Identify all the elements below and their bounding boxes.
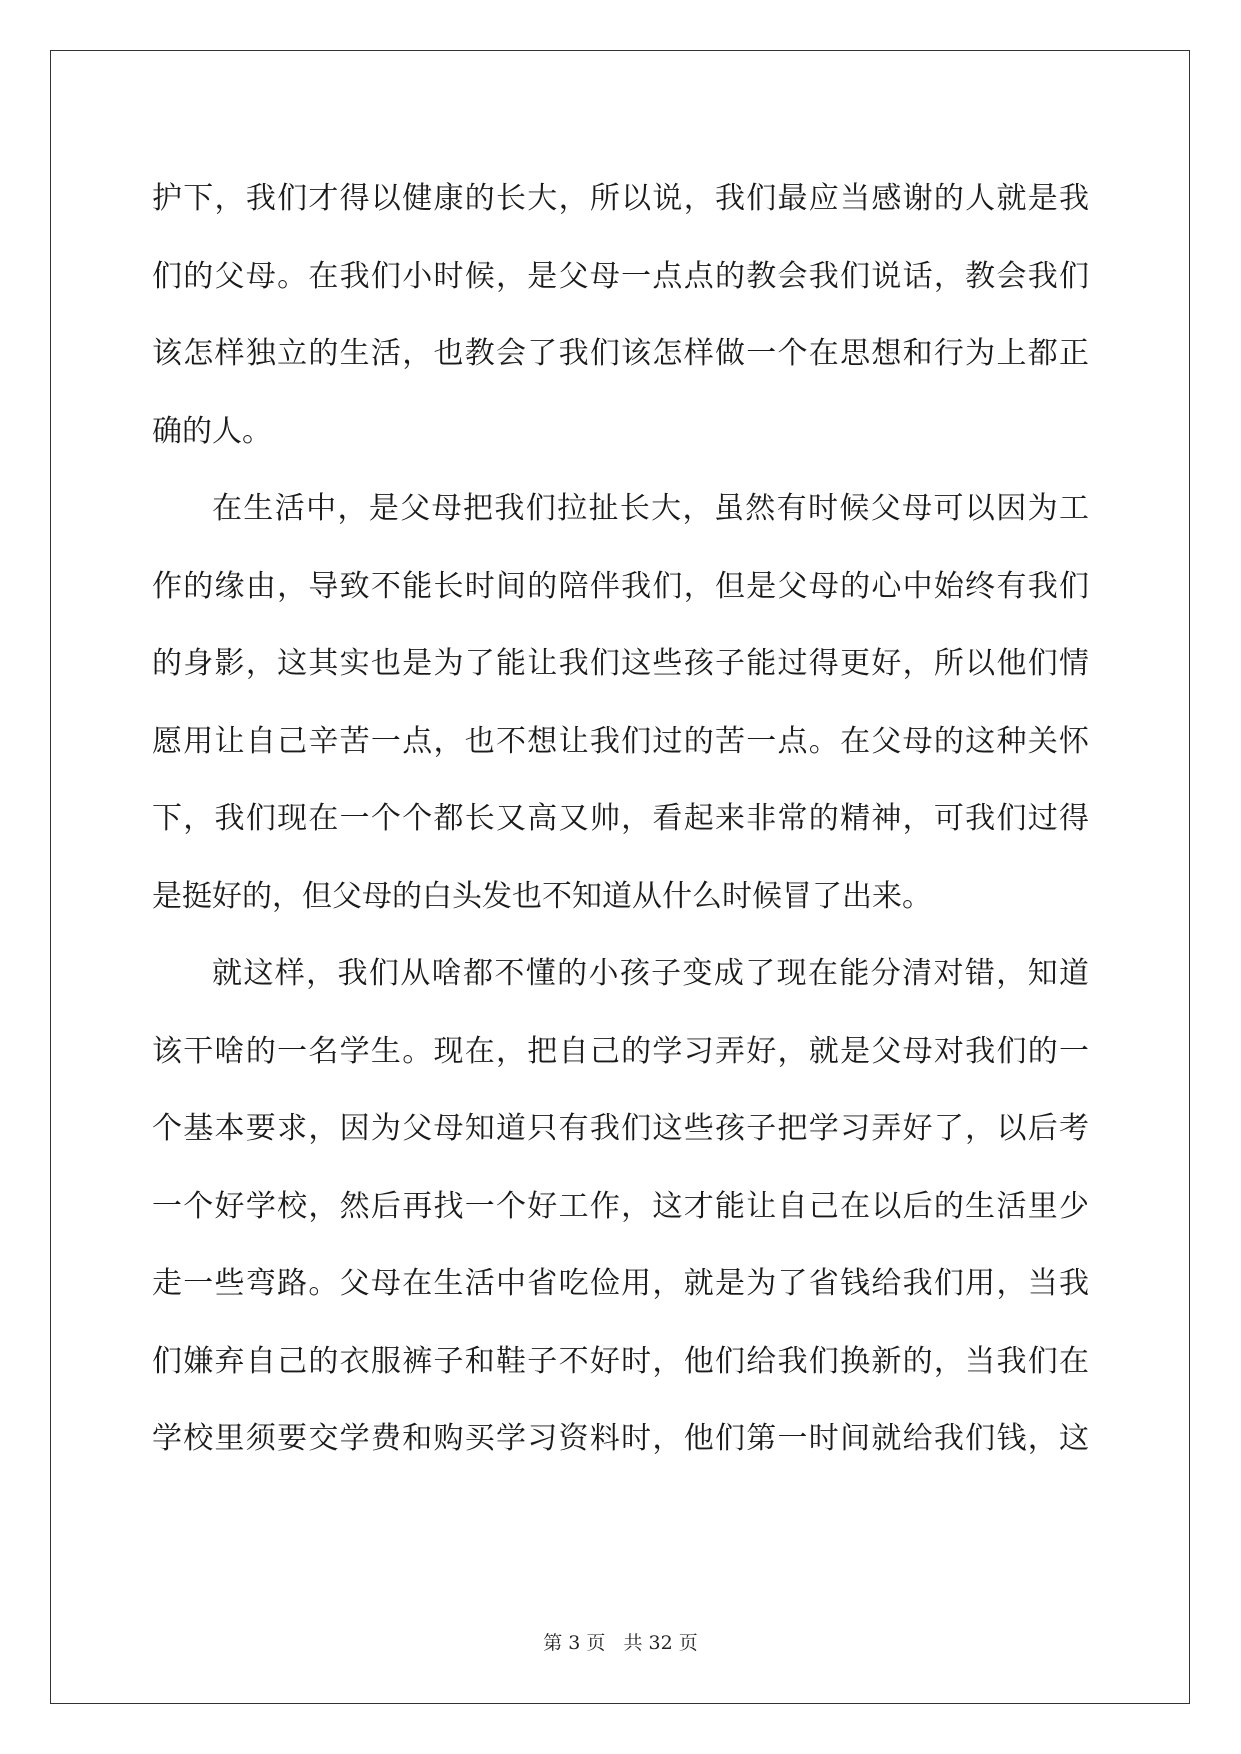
document-body [152,160,1089,1478]
text-line: 们嫌弃自己的衣服裤子和鞋子不好时，他们给我们换新的，当我们在 [152,1343,1089,1379]
text-line: 护下，我们才得以健康的长大，所以说，我们最应当感谢的人就是我 [152,181,1089,216]
text-line: 该怎样独立的生活，也教会了我们该怎样做一个在思想和行为上都正 [152,336,1089,371]
text-line: 作的缘由，导致不能长时间的陪伴我们，但是父母的心中始终有我们 [152,568,1089,604]
text-line: 愿用让自己辛苦一点，也不想让我们过的苦一点。在父母的这种关怀 [152,723,1089,759]
text-line: 该干啥的一名学生。现在，把自己的学习弄好，就是父母对我们的一 [152,1033,1089,1069]
text-line: 是挺好的，但父母的白头发也不知道从什么时候冒了出来。 [152,878,932,914]
text-line: 一个好学校，然后再找一个好工作，这才能让自己在以后的生活里少 [152,1188,1089,1224]
text-line: 下，我们现在一个个都长又高又帅，看起来非常的精神，可我们过得 [152,801,1089,836]
text-line: 学校里须要交学费和购买学习资料时，他们第一时间就给我们钱，这 [152,1421,1089,1456]
paragraph-first-line: 就这样，我们从啥都不懂的小孩子变成了现在能分清对错，知道 [212,956,1089,991]
total-pages: 共 32 页 [623,1632,698,1654]
text-line: 的身影，这其实也是为了能让我们这些孩子能过得更好，所以他们情 [152,646,1089,681]
text-line: 走一些弯路。父母在生活中省吃俭用，就是为了省钱给我们用，当我 [152,1266,1089,1301]
paragraph-first-line: 在生活中，是父母把我们拉扯长大，虽然有时候父母可以因为工 [212,491,1089,526]
text-line: 个基本要求，因为父母知道只有我们这些孩子把学习弄好了，以后考 [152,1111,1089,1146]
text-line: 们的父母。在我们小时候，是父母一点点的教会我们说话，教会我们 [152,258,1089,294]
page-footer [0,1628,1241,1655]
text-line: 确的人。 [152,413,272,449]
page-number: 第 3 页 [543,1632,606,1654]
